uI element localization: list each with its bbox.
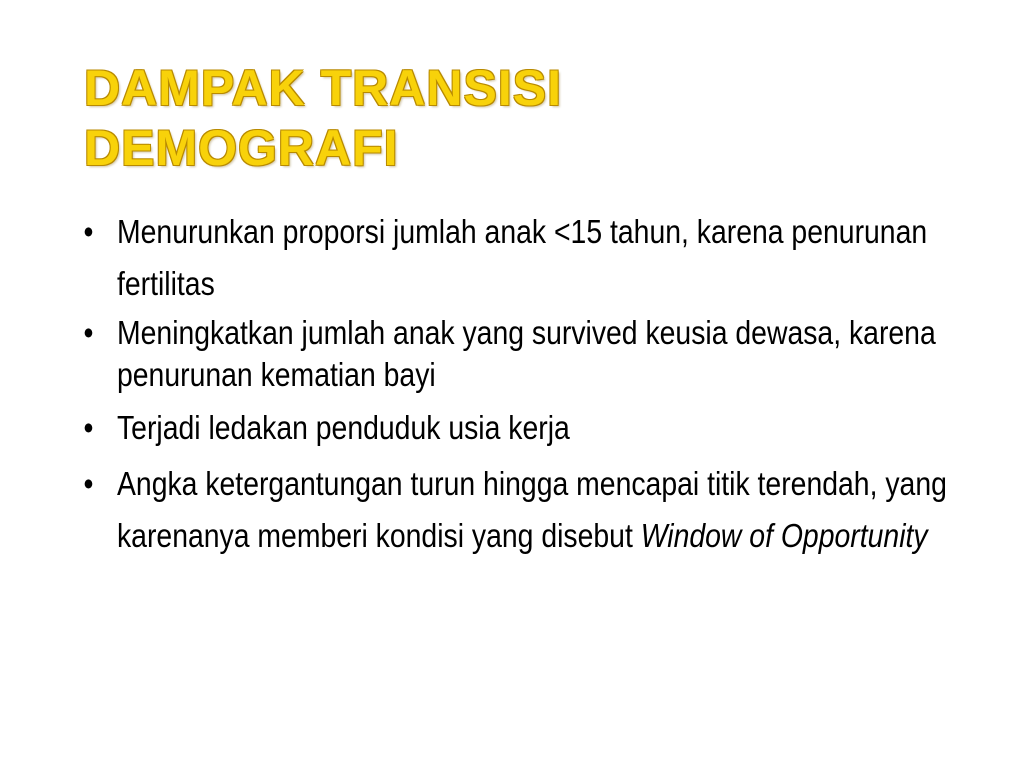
bullet-text: Menurunkan proporsi jumlah anak <15 tahun, karena penurunan fertilitas xyxy=(116,213,928,302)
slide-title-line-1: DAMPAK TRANSISI xyxy=(84,60,562,116)
bullet-item xyxy=(80,402,957,454)
bullet-dot-icon: • xyxy=(83,314,94,351)
bullet-text: Angka ketergantungan turun hingga mencapai titik terendah, yang karenanya memberi kondisi yang disebut xyxy=(116,465,947,554)
bullet-list xyxy=(80,206,957,562)
bullet-item xyxy=(80,206,957,310)
bullet-item xyxy=(80,458,957,562)
bullet-dot-icon: • xyxy=(83,409,94,446)
slide-title xyxy=(84,58,964,178)
slide-title-line-2: DEMOGRAFI xyxy=(84,120,399,176)
bullet-item xyxy=(80,312,957,396)
bullet-emphasis: Window of Opportunity xyxy=(640,517,928,554)
bullet-dot-icon: • xyxy=(83,465,94,502)
bullet-dot-icon: • xyxy=(83,213,94,250)
bullet-text: Meningkatkan jumlah anak yang survived keusia dewasa, karena penurunan kematian bayi xyxy=(116,314,936,393)
bullet-text: Terjadi ledakan penduduk usia kerja xyxy=(116,409,570,446)
